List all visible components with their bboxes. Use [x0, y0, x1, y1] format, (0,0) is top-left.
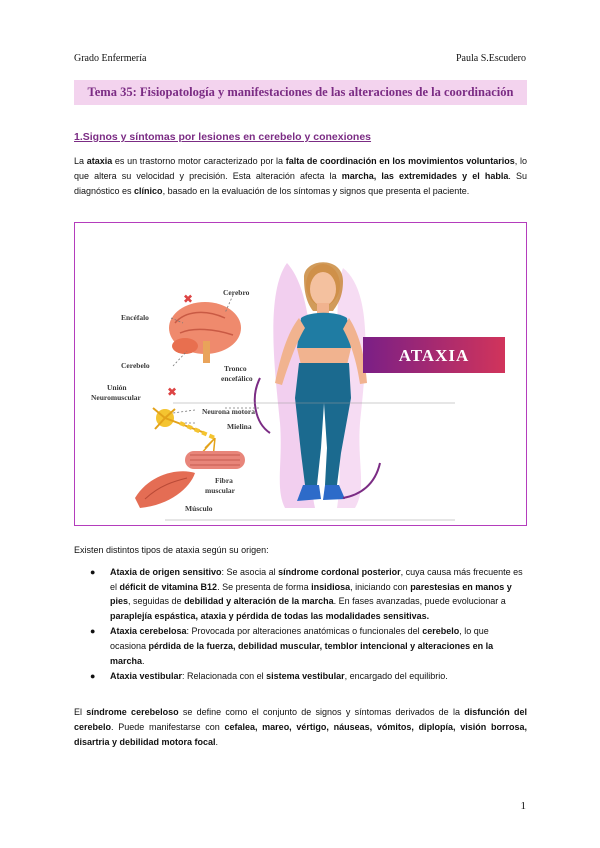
- label-fibra: Fibra: [215, 476, 233, 485]
- text-run: , iniciando con: [350, 581, 411, 592]
- types-intro: Existen distintos tipos de ataxia según su origen:: [74, 545, 269, 555]
- text-run: se define como el conjunto de signos y síntomas derivados de la: [178, 707, 465, 717]
- text-run: : Relacionada con el: [182, 671, 267, 682]
- label-neuromuscular: Neuromuscular: [91, 393, 141, 402]
- list-item: [90, 624, 527, 668]
- bold-text: cefalea, mareo, vértigo, náuseas, vómitos, diplopía, visión borrosa, disartria y debilidad motora focal: [74, 722, 527, 747]
- label-tronco: Tronco: [224, 364, 247, 373]
- text-run: , encargado del equilibrio.: [344, 671, 448, 682]
- title-banner: [74, 80, 527, 105]
- label-union: Unión: [107, 383, 127, 392]
- x-mark-junction: ✖: [167, 385, 178, 399]
- bold-text: falta de coordinación en los movimientos voluntarios: [285, 156, 515, 166]
- badge-label: ATAXIA: [398, 346, 470, 365]
- text-run: . Su diagnóstico es: [74, 171, 527, 196]
- bold-text: pérdida de la fuerza, debilidad muscular, temblor intencional y alteraciones en la marcha: [110, 640, 494, 666]
- ataxia-figure: [74, 222, 527, 526]
- section-heading: 1.Signos y síntomas por lesiones en cerebelo y conexiones: [74, 131, 372, 143]
- muscle-diagram: [135, 471, 195, 508]
- text-run: , cuya causa más frecuente es el: [110, 567, 523, 592]
- paragraph-cerebellar-syndrome: [74, 705, 527, 750]
- bold-text: ataxia: [86, 156, 113, 166]
- page-title: Tema 35: Fisiopatología y manifestaciones de las alteraciones de la coordinación: [87, 85, 514, 99]
- bold-text: marcha, las extremidades y el habla: [341, 171, 509, 181]
- ataxia-illustration: [75, 223, 526, 525]
- bold-text: síndrome cordonal posterior: [278, 567, 401, 577]
- bold-text: debilidad y alteración de la marcha: [184, 596, 334, 607]
- bold-text: déficit de vitamina B12: [119, 581, 218, 592]
- label-mielina: Mielina: [227, 422, 252, 431]
- label-encefalo: Encéfalo: [121, 313, 149, 322]
- text-run: : Se asocia al: [221, 567, 279, 577]
- bold-text: clínico: [134, 186, 163, 196]
- label-muscular: muscular: [205, 486, 235, 495]
- paragraph-ataxia-definition: [74, 154, 527, 199]
- text-run: , lo que altera su velocidad y precisión. Esta alteración afecta la: [74, 156, 527, 181]
- ataxia-badge: [363, 337, 505, 373]
- text-run: .: [215, 737, 219, 747]
- text-run: , seguidas de: [128, 596, 185, 607]
- text-run: La: [74, 156, 87, 166]
- bold-text: Ataxia de origen sensitivo: [110, 567, 222, 577]
- bold-text: Ataxia cerebelosa: [110, 626, 187, 637]
- label-musculo: Músculo: [185, 504, 213, 513]
- header-left: Grado Enfermería: [74, 53, 147, 64]
- bullet-dot: ●: [90, 626, 96, 637]
- bold-text: insidiosa: [311, 581, 351, 592]
- header-right: Paula S.Escudero: [456, 53, 526, 64]
- bold-text: paraplejía espástica, ataxia y pérdida de todas las modalidades sensitivas.: [110, 610, 430, 621]
- text-run: .: [142, 655, 145, 666]
- bullet-dot: ●: [90, 671, 96, 682]
- list-item: [90, 565, 527, 623]
- label-neurona-motora: Neurona motora: [202, 407, 255, 416]
- label-encefalico: encefálico: [221, 374, 253, 383]
- motion-arrow: [255, 378, 270, 433]
- text-run: , basado en la evaluación de los síntomas y signos que presenta el paciente.: [162, 186, 470, 196]
- bullet-dot: ●: [90, 567, 96, 577]
- text-run: . Se presenta de forma: [217, 581, 312, 592]
- text-run: es un trastorno motor caracterizado por la: [112, 156, 286, 166]
- text-run: . Puede manifestarse con: [111, 722, 225, 732]
- text-run: : Provocada por alteraciones anatómicas o funcionales del: [186, 626, 423, 637]
- ataxia-types-list: [90, 565, 527, 685]
- text-run: , lo que ocasiona: [110, 626, 489, 651]
- bold-text: cerebelo: [422, 626, 460, 637]
- muscle-fiber-diagram: [185, 451, 245, 469]
- bold-text: sistema vestibular: [266, 671, 345, 682]
- page-number: 1: [520, 800, 526, 812]
- text-run: El: [74, 707, 87, 717]
- label-cerebelo: Cerebelo: [121, 361, 150, 370]
- text-run: . En fases avanzadas, puede evolucionar a: [333, 596, 506, 607]
- bold-text: síndrome cerebeloso: [86, 707, 179, 717]
- bold-text: Ataxia vestibular: [110, 671, 183, 682]
- list-item: [90, 669, 527, 684]
- bold-text: disfunción del cerebelo: [74, 707, 527, 732]
- brain-diagram: [169, 302, 241, 363]
- bold-text: parestesias en manos y pies: [110, 581, 512, 607]
- label-cerebro: Cerebro: [223, 288, 250, 297]
- x-mark-brain: ✖: [183, 292, 194, 306]
